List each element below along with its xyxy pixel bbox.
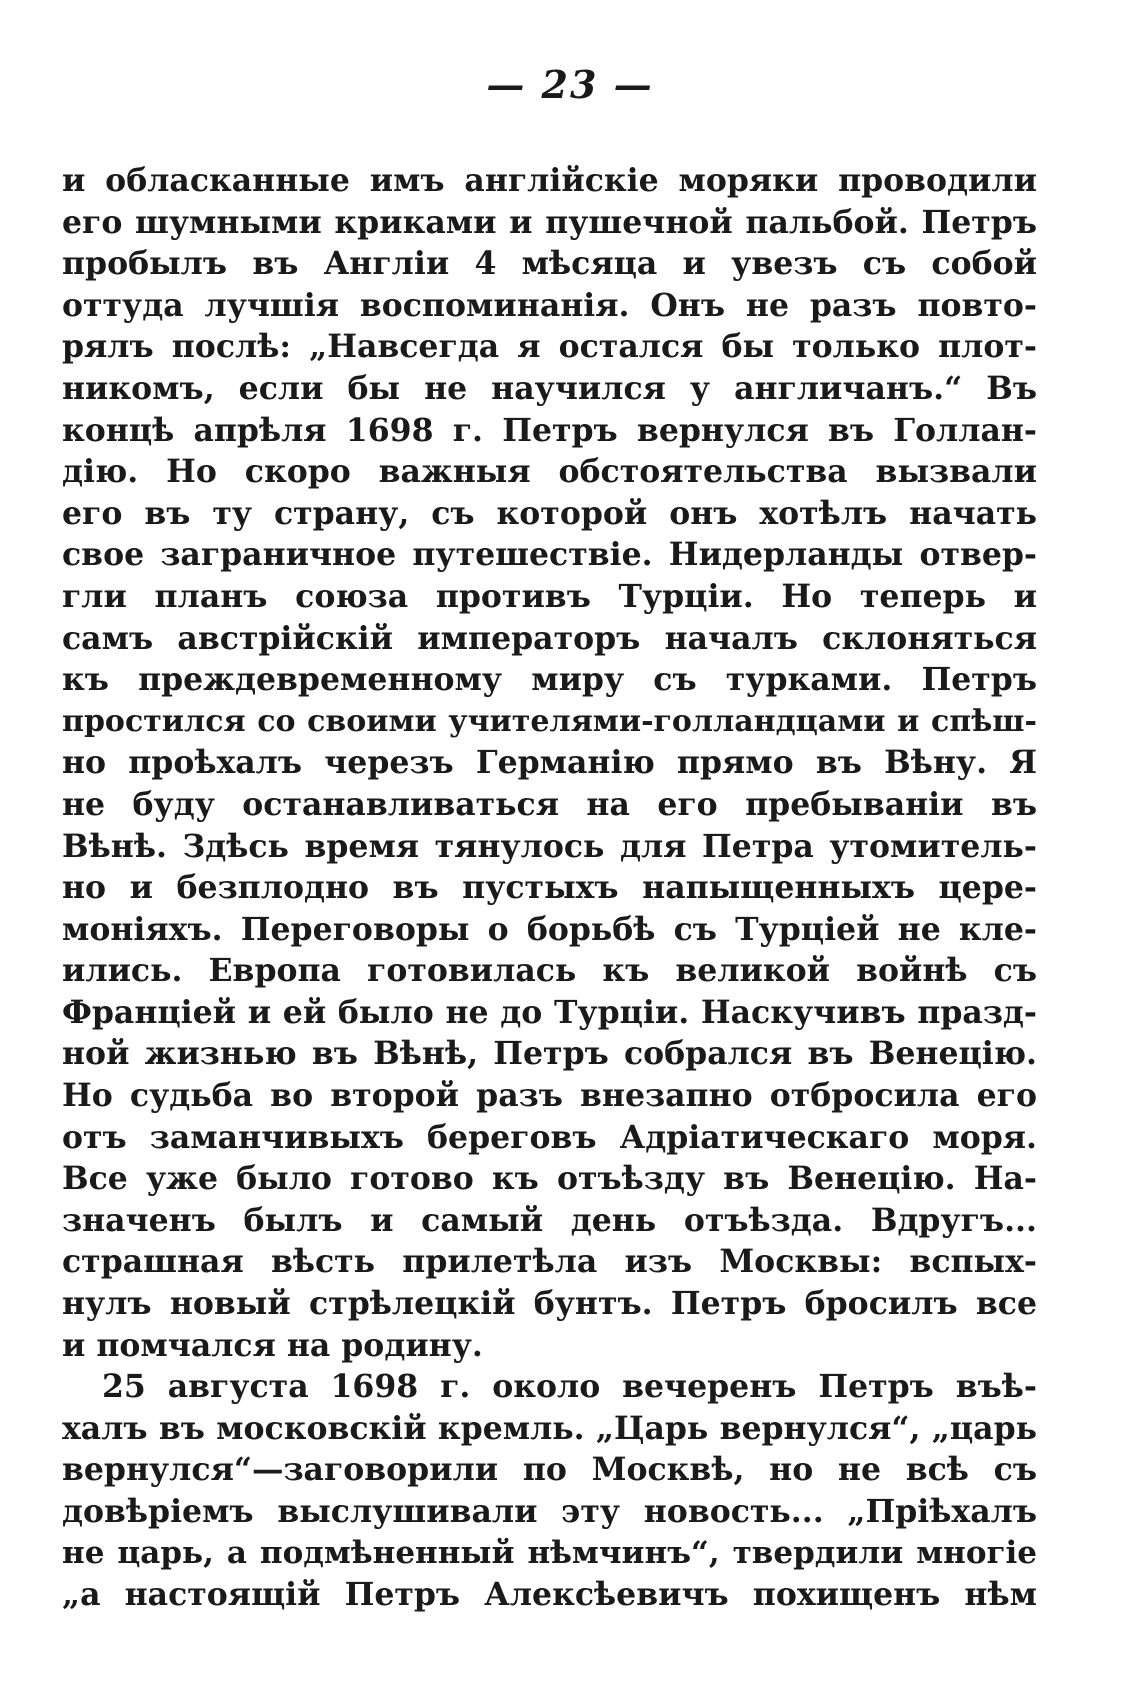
text-line: страшная вѣсть прилетѣла изъ Москвы: вспых- (62, 1243, 1037, 1281)
text-line: нулъ новый стрѣлецкій бунтъ. Петръ бросилъ все (62, 1285, 1037, 1323)
text-line: вернулся“—заговорили по Москвѣ, но не всѣ съ (62, 1451, 1037, 1489)
text-line: къ преждевременному миру съ турками. Петръ (62, 661, 1037, 699)
text-line: дію. Но скоро важныя обстоятельства вызвали (62, 453, 1037, 491)
body-text (62, 160, 1037, 1616)
text-line: его въ ту страну, съ которой онъ хотѣлъ начать (62, 494, 1037, 532)
text-line: рялъ послѣ: „Навсегда я остался бы только плот- (62, 328, 1037, 366)
text-line: концѣ апрѣля 1698 г. Петръ вернулся въ Голлан- (62, 411, 1037, 449)
text-line: самъ австрійскій императоръ началъ склоняться (62, 619, 1037, 657)
text-line: довѣріемъ выслушивали эту новость... „Пріѣхалъ (62, 1493, 1037, 1530)
text-line: значенъ былъ и самый день отъѣзда. Вдругъ... (62, 1201, 1037, 1239)
page-number: — 23 — (486, 62, 654, 107)
text-line: не буду останавливаться на его пребываніи въ (62, 785, 1037, 823)
text-line: 25 августа 1698 г. около вечеренъ Петръ въѣ- (102, 1368, 1037, 1406)
text-line: не царь, а подмѣненный нѣмчинъ“, твердили многіе (62, 1534, 1037, 1571)
text-line: ной жизнью въ Вѣнѣ, Петръ собрался въ Венецію. (62, 1035, 1037, 1073)
text-line: „а настоящій Петръ Алексѣевичъ похищенъ нѣм (62, 1576, 1037, 1614)
text-line: Но судьба во второй разъ внезапно отбросила его (62, 1077, 1037, 1115)
text-line: свое заграничное путешествіе. Нидерланды отвер- (62, 536, 1037, 574)
text-line: и помчался на родину. (62, 1326, 483, 1364)
text-line: отъ заманчивыхъ береговъ Адріатическаго моря. (62, 1118, 1037, 1156)
text-line: простился со своими учителями-голландцами и спѣш- (62, 703, 1037, 739)
text-line: но и безплодно въ пустыхъ напыщенныхъ цере- (62, 869, 1037, 907)
text-line: его шумными криками и пушечной пальбой. Петръ (62, 203, 1037, 241)
text-line: пробылъ въ Англіи 4 мѣсяца и увезъ съ собой (62, 245, 1037, 283)
text-line: халъ въ московскій кремль. „Царь вернулся“, „царь (62, 1409, 1037, 1447)
text-line: Вѣнѣ. Здѣсь время тянулось для Петра утомитель- (62, 827, 1037, 865)
text-line: никомъ, если бы не научился у англичанъ.“ Въ (62, 369, 1037, 407)
text-line: ились. Европа готовилась къ великой войнѣ съ (62, 952, 1037, 990)
text-line: Все уже было готово къ отъѣзду въ Венецію. На- (62, 1160, 1037, 1198)
text-line: и обласканные имъ англійскіе моряки проводили (62, 162, 1037, 199)
text-line: гли планъ союза противъ Турціи. Но теперь и (62, 577, 1037, 615)
text-line: но проѣхалъ черезъ Германію прямо въ Вѣну. Я (62, 744, 1037, 782)
text-line: моніяхъ. Переговоры о борьбѣ съ Турціей не кле- (62, 910, 1037, 948)
text-line: оттуда лучшія воспоминанія. Онъ не разъ повто- (62, 286, 1037, 324)
text-line: Франціей и ей было не до Турціи. Наскучивъ празд- (62, 993, 1037, 1031)
